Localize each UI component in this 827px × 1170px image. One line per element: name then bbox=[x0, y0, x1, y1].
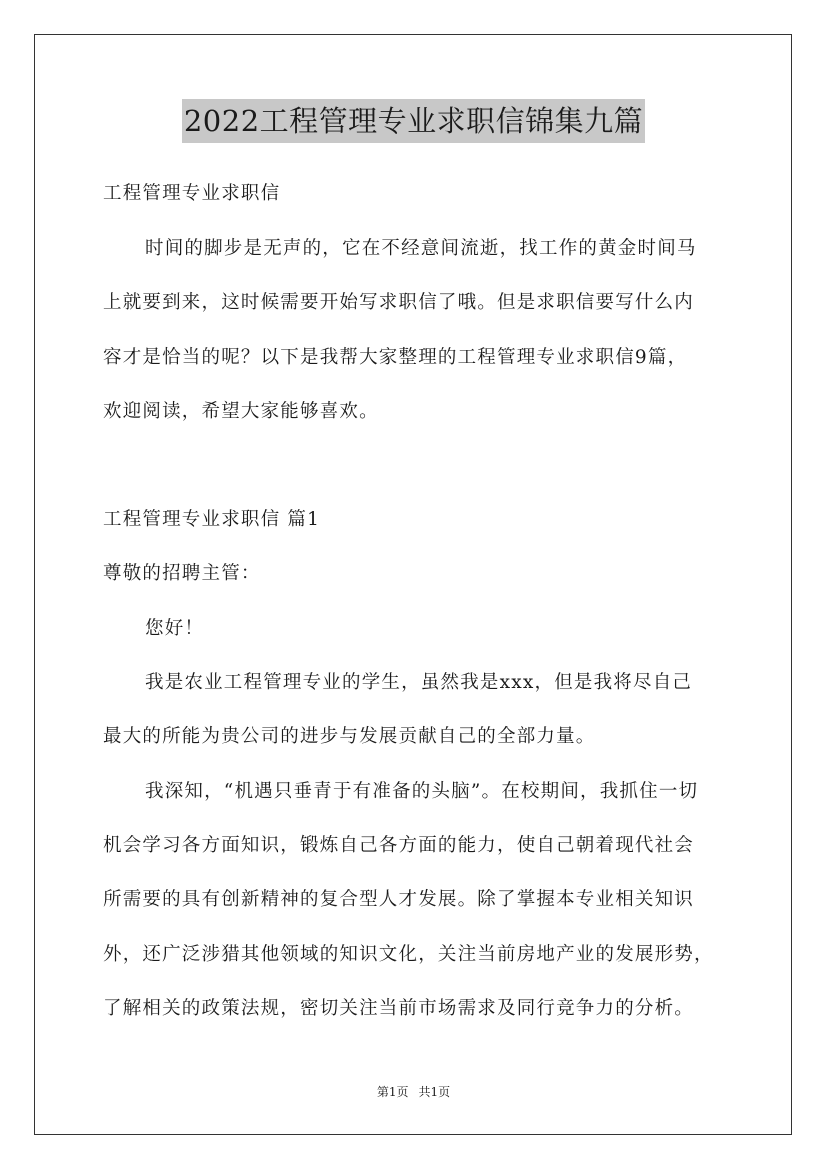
page-number: 第1页 bbox=[376, 1085, 409, 1099]
greeting: 您好！ bbox=[145, 618, 205, 639]
intro-line: 容才是恰当的呢？以下是我帮大家整理的工程管理专业求职信9篇， bbox=[103, 347, 688, 368]
document-title: 2022工程管理专业求职信锦集九篇 bbox=[182, 99, 645, 143]
body-line: 机会学习各方面知识，锻炼自己各方面的能力，使自己朝着现代社会 bbox=[103, 835, 695, 856]
title-container bbox=[0, 99, 827, 143]
intro-line: 时间的脚步是无声的，它在不经意间流逝，找工作的黄金时间马 bbox=[145, 238, 697, 259]
salutation: 尊敬的招聘主管： bbox=[103, 563, 261, 584]
body-line: 所需要的具有创新精神的复合型人才发展。除了掌握本专业相关知识 bbox=[103, 889, 695, 910]
page-total: 共1页 bbox=[418, 1085, 451, 1099]
page-footer bbox=[0, 1084, 827, 1100]
body-line: 我深知，“机遇只垂青于有准备的头脑”。在校期间，我抓住一切 bbox=[145, 781, 699, 802]
body-line: 最大的所能为贵公司的进步与发展贡献自己的全部力量。 bbox=[103, 726, 596, 747]
section-heading: 工程管理专业求职信 bbox=[103, 183, 281, 204]
letter-heading: 工程管理专业求职信 篇1 bbox=[103, 509, 321, 530]
intro-line: 上就要到来，这时候需要开始写求职信了哦。但是求职信要写什么内 bbox=[103, 292, 695, 313]
body-line: 我是农业工程管理专业的学生，虽然我是xxx，但是我将尽自己 bbox=[145, 672, 693, 693]
body-line: 外，还广泛涉猎其他领域的知识文化，关注当前房地产业的发展形势， bbox=[103, 944, 714, 965]
body-line: 了解相关的政策法规，密切关注当前市场需求及同行竞争力的分析。 bbox=[103, 998, 695, 1019]
intro-line: 欢迎阅读，希望大家能够喜欢。 bbox=[103, 401, 379, 422]
